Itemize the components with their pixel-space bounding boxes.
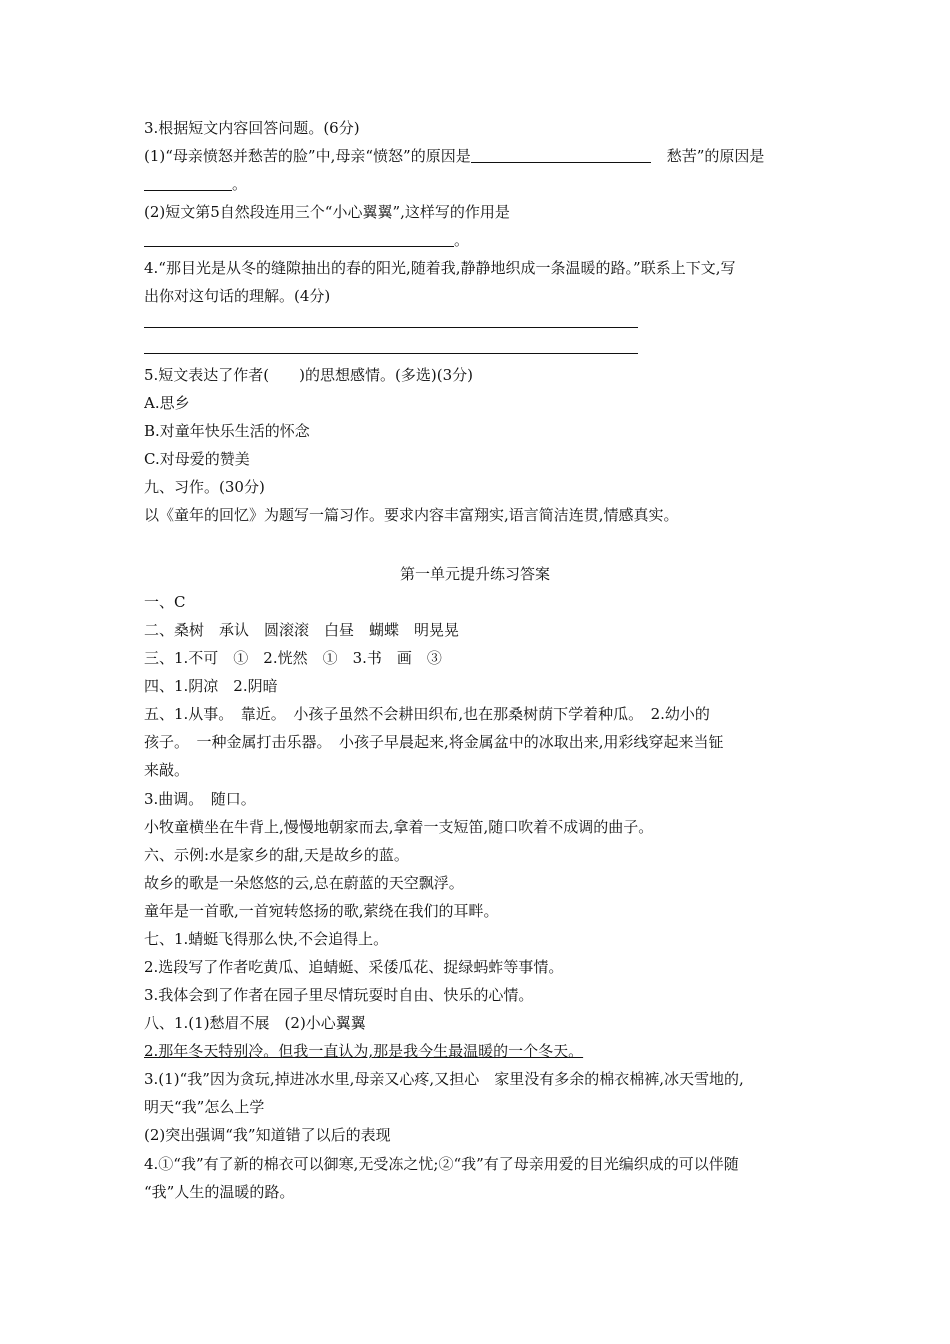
answer-line: 五、1.从事。 靠近。 小孩子虽然不会耕田织布,也在那桑树荫下学着种瓜。 2.幼小的 <box>144 705 710 723</box>
answer-rule <box>144 353 638 354</box>
q3-1-text-a: (1)“母亲愤怒并愁苦的脸”中,母亲“愤怒”的原因是 <box>144 147 471 165</box>
answer-line: 童年是一首歌,一首宛转悠扬的歌,萦绕在我们的耳畔。 <box>144 902 499 920</box>
answer-line: 三、1.不可 ① 2.恍然 ① 3.书 画 ③ <box>144 649 442 667</box>
answer-blank <box>144 228 454 247</box>
answer-line: 四、1.阴凉 2.阴暗 <box>144 677 278 695</box>
q3-1-text-b: 愁苦”的原因是 <box>666 147 765 165</box>
answer-line: 3.(1)“我”因为贪玩,掉进冰水里,母亲又心疼,又担心 家里没有多余的棉衣棉裤,冰天雪地的, <box>144 1070 744 1088</box>
q3-2-continuation <box>144 226 814 254</box>
answer-line: 2.选段写了作者吃黄瓜、追蜻蜓、采倭瓜花、捉绿蚂蚱等事情。 <box>144 958 564 976</box>
q3-1-continuation <box>144 170 814 198</box>
answer-blank <box>471 144 651 163</box>
q5-option-b: B.对童年快乐生活的怀念 <box>144 422 310 440</box>
period: 。 <box>454 231 470 249</box>
answer-line: 3.我体会到了作者在园子里尽情玩耍时自由、快乐的心情。 <box>144 986 534 1004</box>
period: 。 <box>232 175 248 193</box>
answer-line: 故乡的歌是一朵悠悠的云,总在蔚蓝的天空飘浮。 <box>144 874 464 892</box>
answer-line: 六、示例:水是家乡的甜,天是故乡的蓝。 <box>144 846 409 864</box>
q3-header: 3.根据短文内容回答问题。(6分) <box>144 119 360 137</box>
q9-header: 九、习作。(30分) <box>144 478 265 496</box>
answer-blank <box>144 172 232 191</box>
q5-option-a: A.思乡 <box>144 394 190 412</box>
q4-line-2: 出你对这句话的理解。(4分) <box>144 287 331 305</box>
answer-line: 3.曲调。 随口。 <box>144 790 256 808</box>
q4-line-1: 4.“那目光是从冬的缝隙抽出的春的阳光,随着我,静静地织成一条温暖的路。”联系上下文,写 <box>144 259 736 277</box>
answer-line: 八、1.(1)愁眉不展 (2)小心翼翼 <box>144 1014 366 1032</box>
answer-line-underlined: 2.那年冬天特别冷。但我一直认为,那是我今生最温暖的一个冬天。 <box>144 1042 584 1060</box>
q5-option-c: C.对母爱的赞美 <box>144 450 250 468</box>
answer-line: 明天“我”怎么上学 <box>144 1098 265 1116</box>
answer-line: “我”人生的温暖的路。 <box>144 1183 295 1201</box>
answer-line: (2)突出强调“我”知道错了以后的表现 <box>144 1126 391 1144</box>
answer-line: 4.①“我”有了新的棉衣可以御寒,无受冻之忧;②“我”有了母亲用爱的目光编织成的可以伴随 <box>144 1155 739 1173</box>
answer-line: 七、1.蜻蜓飞得那么快,不会追得上。 <box>144 930 389 948</box>
answer-line: 来敲。 <box>144 761 190 779</box>
q9-body: 以《童年的回忆》为题写一篇习作。要求内容丰富翔实,语言简洁连贯,情感真实。 <box>144 506 679 524</box>
answer-line: 孩子。 一种金属打击乐器。 小孩子早晨起来,将金属盆中的冰取出来,用彩线穿起来当钲 <box>144 733 724 751</box>
q3-2-line: (2)短文第5自然段连用三个“小心翼翼”,这样写的作用是 <box>144 203 510 221</box>
answers-title: 第一单元提升练习答案 <box>399 565 550 583</box>
answer-line: 小牧童横坐在牛背上,慢慢地朝家而去,拿着一支短笛,随口吹着不成调的曲子。 <box>144 818 654 836</box>
q5-line: 5.短文表达了作者( )的思想感情。(多选)(3分) <box>144 366 473 384</box>
q3-1-line <box>144 142 814 170</box>
answer-rule <box>144 327 638 328</box>
answer-line: 一、C <box>144 593 186 611</box>
answer-line: 二、桑树 承认 圆滚滚 白昼 蝴蝶 明晃晃 <box>144 621 460 639</box>
